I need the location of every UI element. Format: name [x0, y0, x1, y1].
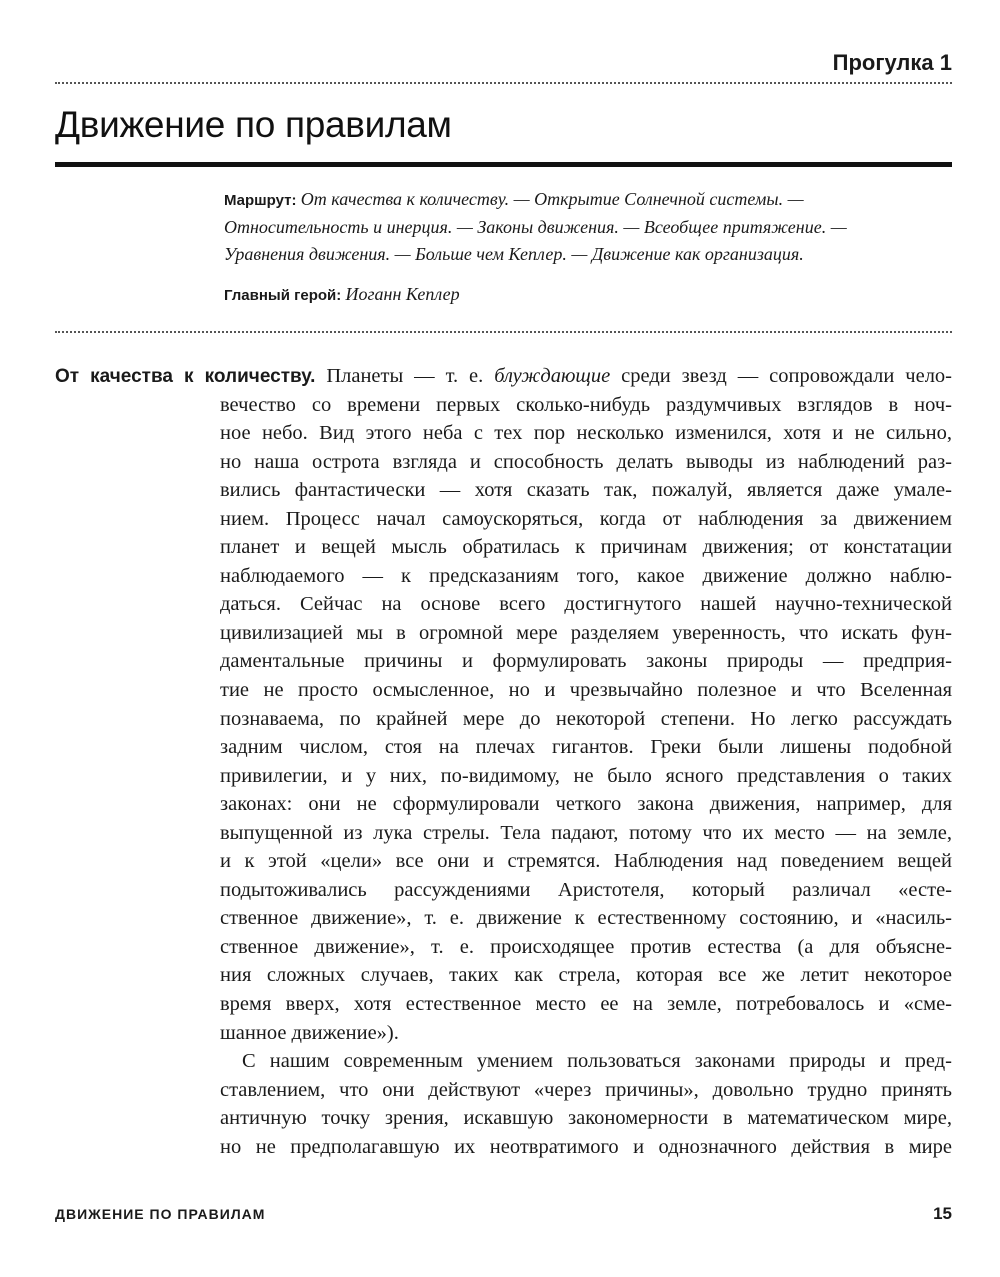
text-line: законах: они не сформулировали четкого закона движения, например, для: [220, 793, 952, 816]
italic-term: блуждающие: [494, 365, 611, 387]
dotted-divider: [55, 331, 952, 333]
text-line: познаваема, по крайней мере до некоторой степени. Но легко рассуждать: [220, 707, 952, 730]
text-line: даться. Сейчас на основе всего достигнутого нашей научно-технической: [220, 593, 952, 616]
text-line: вились фантастически — хотя сказать так, пожалуй, является даже умале-: [220, 479, 952, 502]
chapter-walk-label: Прогулка 1: [832, 50, 952, 75]
text-line: привилегии, и у них, по-видимому, не было ясного представления о таких: [220, 764, 952, 787]
text-line: ния сложных случаев, таких как стрела, которая все же летит некоторое: [220, 964, 952, 987]
route-line: От качества к количеству. — Открытие Солнечной системы. —: [300, 189, 804, 209]
text-line: время вверх, хотя естественное место ее на земле, потребовалось и «сме-: [220, 993, 952, 1016]
text-line: наблюдаемого — к предсказаниям того, какое движение должно наблю-: [220, 564, 952, 587]
text-line: выпущенной из лука стрелы. Тела падают, потому что их место — на земле,: [220, 821, 952, 844]
text-line: но наша острота взгляда и способность делать выводы из наблюдений раз-: [220, 450, 952, 473]
text-line: античную точку зрения, искавшую закономерности в математическом мире,: [220, 1107, 952, 1130]
title-rule: [55, 162, 952, 167]
route-label: Маршрут:: [224, 192, 297, 209]
text-line: вечество со времени первых сколько-нибудь раздумчивых взглядов в ноч-: [220, 393, 952, 416]
text-line: даментальные причины и формулировать законы природы — предприя-: [220, 650, 952, 673]
running-footer-title: ДВИЖЕНИЕ ПО ПРАВИЛАМ: [55, 1206, 266, 1222]
section-heading: От качества к количеству.: [55, 366, 316, 387]
text-line: подытоживались рассуждениями Аристотеля, который различал «есте-: [220, 878, 952, 901]
route-block: [224, 186, 954, 268]
text-line: ставлением, что они действуют «через причины», довольно трудно принять: [220, 1078, 952, 1101]
route-line: Относительность и инерция. — Законы движения. — Всеобщее притяжение. —: [224, 217, 847, 237]
hero-name: Иоганн Кеплер: [345, 284, 460, 304]
page-number: 15: [933, 1204, 952, 1223]
paragraph-2: [220, 1047, 952, 1161]
body-text: [220, 362, 952, 1161]
text-line: цивилизацией мы в огромной мере разделяем уверенность, что искать фун-: [220, 621, 952, 644]
text-line: но не предполагавшую их неотвратимого и однозначного действия в мире: [220, 1135, 952, 1158]
text-line: ное небо. Вид этого неба с тех пор несколько изменился, хотя и не сильно,: [220, 422, 952, 445]
text-line: задним числом, стоя на плечах гигантов. Греки были лишены подобной: [220, 736, 952, 759]
text-line: и к этой «цели» все они и стремятся. Наблюдения над поведением вещей: [220, 850, 952, 873]
page-title: Движение по правилам: [55, 104, 452, 145]
text-line: тие не просто осмысленное, но и чрезвычайно полезное и что Вселенная: [220, 679, 952, 702]
text-span: среди звезд — сопровождали чело-: [610, 365, 952, 387]
route-line: Уравнения движения. — Больше чем Кеплер. — Движение как организация.: [224, 244, 804, 264]
dotted-divider: [55, 82, 952, 84]
text-line: ственное движение», т. е. движение к естественному состоянию, и «насиль-: [220, 907, 952, 930]
text-line: С нашим современным умением пользоваться законами природы и пред-: [242, 1050, 952, 1073]
text-line: ственное движение», т. е. происходящее против естества (а для объясне-: [220, 935, 952, 958]
paragraph-1: [220, 391, 952, 1048]
text-line: нием. Процесс начал самоускоряться, когда от наблюдения за движением: [220, 507, 952, 530]
text-line: планет и вещей мысль обратилась к причинам движения; от констатации: [220, 536, 952, 559]
hero-label: Главный герой:: [224, 287, 342, 304]
text-span: Планеты — т. е.: [315, 365, 495, 387]
text-line: шанное движение»).: [220, 1021, 399, 1044]
hero-block: [224, 284, 460, 305]
